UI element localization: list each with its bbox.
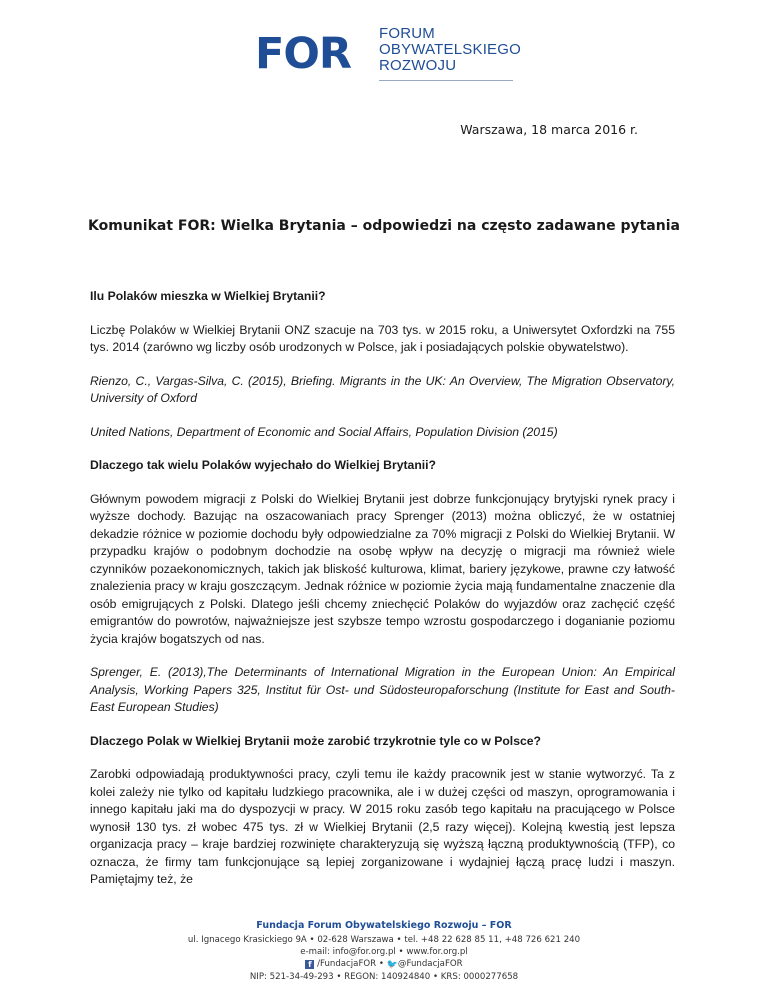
social-separator: •	[376, 959, 387, 969]
footer-contact: e-mail: info@for.org.pl • www.for.org.pl	[300, 947, 468, 957]
footer-org-name: Fundacja Forum Obywatelskiego Rozwoju – FOR	[256, 920, 512, 931]
question-1: Ilu Polaków mieszka w Wielkiej Brytanii?	[90, 289, 326, 303]
question-2: Dlaczego tak wielu Polaków wyjechało do Wielkiej Brytanii?	[90, 458, 436, 472]
answer-1: Liczbę Polaków w Wielkiej Brytanii ONZ szacuje na 703 tys. w 2015 roku, a Uniwersytet Oxfordzki na 755 tys. 2014 (zarówno wg liczby osób urodzonych w Polsce, jak i posiadających polskie obywatelstwo).	[90, 322, 675, 354]
facebook-handle[interactable]: /FundacjaFOR	[317, 959, 377, 969]
logo-wordmark: FOR	[255, 29, 352, 79]
reference-1a: Rienzo, C., Vargas-Silva, C. (2015), Briefing. Migrants in the UK: An Overview, The Migration Observatory, University of Oxford	[90, 373, 675, 405]
document-body	[90, 288, 675, 905]
footer-social	[0, 958, 768, 971]
logo-line-2: OBYWATELSKIEGO	[379, 41, 521, 58]
facebook-icon: f	[305, 960, 314, 969]
answer-2: Głównym powodem migracji z Polski do Wielkiej Brytanii jest dobrze funkcjonujący brytyjski rynek pracy i wyższe dochody. Bazując na oszacowaniach pracy Sprenger (2013) można obliczyć, że w ostatniej dekadzie różnice w poziomie dochodu były odpowiedzialne za 70% migracji z Polski do Wielkiej Brytanii. W przypadku krajów o podobnym dochodzie na osobę wpływ na decyzję o migracji ma również wiele czynników pozaekonomicznych, takich jak bliskość kulturowa, klimat, bariery językowe, prawne czy łatwość znalezienia pracy w kraju goszczącym. Jednak różnice w poziomie życia mają fundamentalne znaczenie dla osób emigrujących z Polski. Dlatego jeśli chcemy zniechęcić Polaków do wyjazdów oraz zachęcić część emigrantów do powrotów, najważniejsze jest szybsze tempo wzrostu gospodarczego i doganianie poziomu życia krajów bogatszych od nas.	[90, 491, 675, 646]
logo-line-1: FORUM	[379, 25, 435, 42]
footer-ids: NIP: 521-34-49-293 • REGON: 140924840 • KRS: 0000277658	[249, 972, 519, 982]
logo-line-3: ROZWOJU	[379, 57, 457, 74]
answer-3: Zarobki odpowiadają produktywności pracy, czyli temu ile każdy pracownik jest w stanie wytworzyć. Ta z kolei zależy nie tylko od kapitału ludzkiego pracownika, ale i w dużej części od maszyn, oprogramowania i innego kapitału jaki ma do dyspozycji w pracy. W 2015 roku zasób tego kapitału na pracującego w Polsce wynosił 130 tys. zł wobec 475 tys. zł w Wielkiej Brytanii (2,5 razy więcej). Kolejną kwestią jest lepsza organizacja pracy – kraje bardziej rozwinięte charakteryzują się wyższą łączną produktywnością (TFP), co oznacza, że firmy tam funkcjonujące są lepiej zorganizowane i wydajniej łączą pracę ludzi i maszyn. Pamiętajmy też, że	[90, 767, 675, 886]
reference-2: Sprenger, E. (2013),The Determinants of International Migration in the European Union: An Empirical Analysis, Working Papers 325, Institut für Ost- und Südosteuropaforschung (Institute for East and South-East European Studies)	[90, 665, 675, 714]
footer	[0, 920, 768, 983]
footer-address: ul. Ignacego Krasickiego 9A • 02-628 Warszawa • tel. +48 22 628 85 11, +48 726 621 240	[187, 935, 581, 945]
reference-1b: United Nations, Department of Economic and Social Affairs, Population Division (2015)	[90, 424, 558, 439]
logo-underline	[379, 80, 513, 81]
question-3: Dlaczego Polak w Wielkiej Brytanii może zarobić trzykrotnie tyle co w Polsce?	[90, 733, 541, 748]
document-date: Warszawa, 18 marca 2016 r.	[460, 122, 638, 137]
twitter-handle[interactable]: @FundacjaFOR	[397, 959, 463, 969]
twitter-icon: 🐦	[386, 960, 398, 970]
logo-subtitle	[379, 26, 521, 74]
for-logo	[255, 25, 521, 86]
document-title: Komunikat FOR: Wielka Brytania – odpowiedzi na często zadawane pytania	[88, 218, 680, 234]
